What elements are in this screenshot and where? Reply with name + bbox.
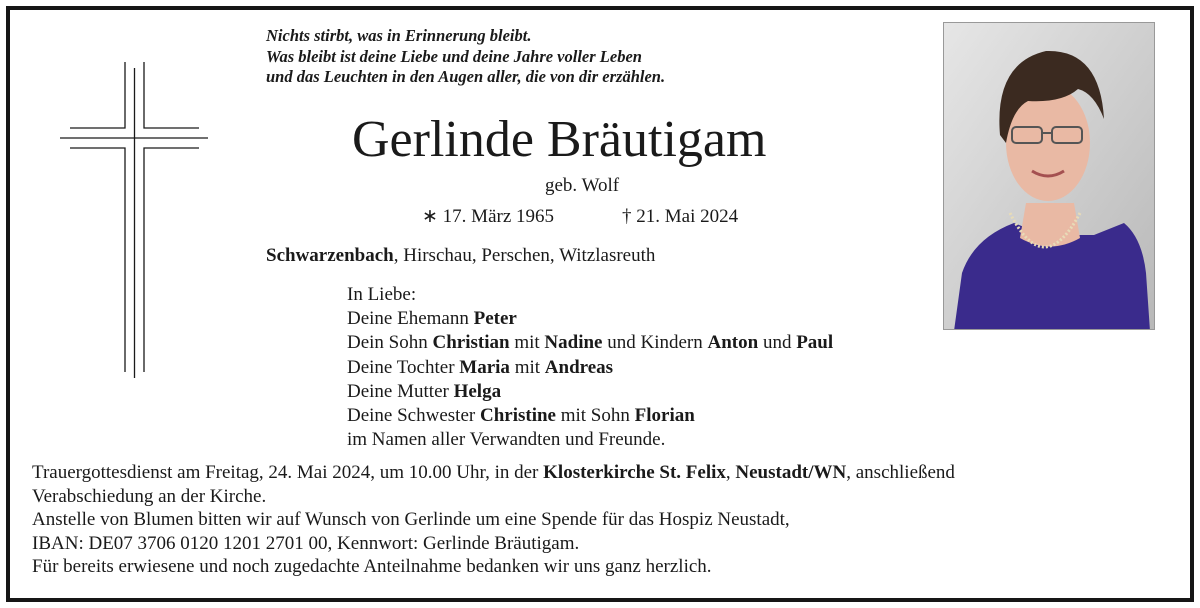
- text-segment: Verabschiedung an der Kirche.: [32, 485, 267, 507]
- portrait-image: [944, 23, 1155, 330]
- text-segment: Deine Tochter: [347, 356, 460, 378]
- text-segment: , anschließend: [846, 462, 955, 483]
- star-icon: ∗: [422, 206, 438, 227]
- cross-icon: [56, 58, 216, 382]
- service-line: [32, 508, 955, 532]
- birth-date: [422, 204, 554, 230]
- bold-name: Helga: [453, 380, 502, 402]
- residence-other: , Hirschau, Perschen, Witzlasreuth: [393, 245, 656, 266]
- maiden-name: geb. Wolf: [545, 175, 620, 196]
- motto-line: Was bleibt ist deine Liebe und deine Jahre voller Leben: [266, 46, 642, 66]
- residence: [266, 243, 655, 269]
- bold-name: Anton: [707, 332, 759, 354]
- deceased-name: Gerlinde Bräutigam: [352, 111, 767, 168]
- text-segment: mit: [509, 356, 545, 378]
- birth-date-text: 17. März 1965: [442, 206, 555, 227]
- dagger-icon: †: [622, 206, 632, 227]
- portrait-photo: [943, 22, 1155, 330]
- mourner-line: [347, 331, 833, 355]
- text-segment: und: [758, 332, 797, 354]
- text-segment: Deine Schwester: [347, 405, 480, 427]
- mourner-line: [347, 356, 833, 380]
- motto-line: Nichts stirbt, was in Erinnerung bleibt.: [266, 26, 532, 45]
- death-date-text: 21. Mai 2024: [636, 206, 739, 227]
- bold-name: Klosterkirche St. Felix: [543, 462, 726, 483]
- death-date: [622, 204, 738, 230]
- service-line: [32, 532, 955, 556]
- bold-name: Maria: [459, 356, 510, 378]
- text-segment: ,: [725, 462, 736, 483]
- bold-name: Nadine: [544, 332, 603, 354]
- service-line: [32, 485, 955, 509]
- motto-line: und das Leuchten in den Augen aller, die von dir erzählen.: [266, 67, 666, 86]
- service-line: [32, 555, 955, 579]
- bold-name: Christine: [479, 405, 556, 427]
- residence-main: Schwarzenbach: [266, 245, 394, 266]
- text-segment: Für bereits erwiesene und noch zugedachte Anteilnahme bedanken wir uns ganz herzlich.: [32, 556, 712, 577]
- mourner-line: [347, 307, 833, 331]
- text-segment: Trauergottesdienst am Freitag, 24. Mai 2024, um 10.00 Uhr, in der: [32, 462, 544, 483]
- mourner-line: [347, 404, 833, 428]
- bold-name: Peter: [473, 308, 517, 330]
- bold-name: Paul: [796, 332, 834, 354]
- text-segment: und Kindern: [602, 332, 708, 354]
- service-info: [32, 461, 955, 579]
- mourners-intro: In Liebe:: [347, 284, 417, 305]
- text-segment: Anstelle von Blumen bitten wir auf Wunsch von Gerlinde um eine Spende für das Hospiz Neustadt,: [32, 509, 790, 530]
- text-segment: Deine Ehemann: [347, 308, 474, 330]
- text-segment: Dein Sohn: [347, 332, 433, 354]
- text-segment: im Namen aller Verwandten und Freunde.: [347, 429, 666, 451]
- service-line: [32, 461, 955, 485]
- text-segment: Deine Mutter: [347, 380, 454, 402]
- bold-name: Neustadt/WN: [735, 462, 847, 483]
- mourners-list: [347, 283, 833, 452]
- bold-name: Christian: [432, 332, 510, 354]
- text-segment: IBAN: DE07 3706 0120 1201 2701 00, Kennwort: Gerlinde Bräutigam.: [32, 532, 580, 554]
- mourner-line: [347, 428, 833, 452]
- motto-poem: [266, 26, 665, 88]
- bold-name: Andreas: [544, 356, 614, 378]
- text-segment: mit: [509, 332, 545, 354]
- bold-name: Florian: [634, 405, 695, 427]
- mourner-line: [347, 380, 833, 404]
- text-segment: mit Sohn: [555, 405, 635, 427]
